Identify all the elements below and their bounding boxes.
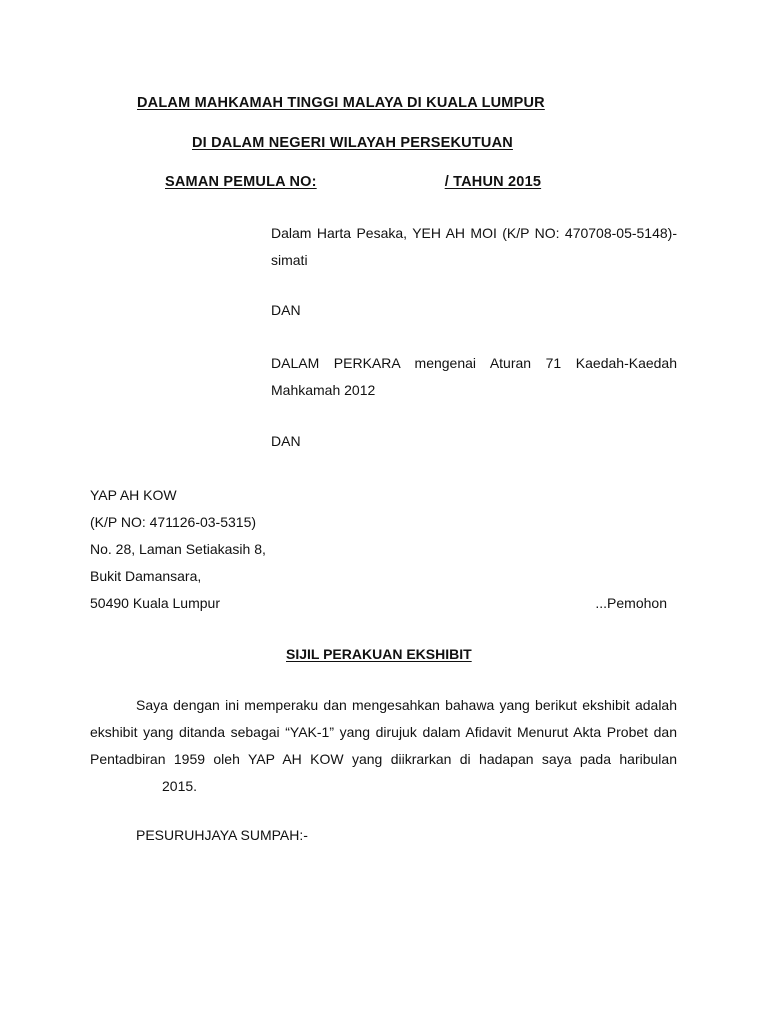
certificate-paragraph <box>90 692 677 800</box>
court-heading: DALAM MAHKAMAH TINGGI MALAYA DI KUALA LUMPUR <box>137 95 545 111</box>
and-connector-2: DAN <box>271 433 301 449</box>
summons-suffix: / TAHUN 2015 <box>444 174 542 190</box>
state-heading: DI DALAM NEGERI WILAYAH PERSEKUTUAN <box>192 135 513 151</box>
summons-prefix: SAMAN PEMULA NO: <box>165 174 317 190</box>
certificate-body-part-1: Saya dengan ini memperaku dan mengesahkan bahawa yang berikut ekshibit adalah ekshibit yang ditanda sebagai “YAK-1” yang dirujuk dalam Afidavit Menurut Akta Probet dan Pentadbiran 1959 oleh YAP AH KOW yang diikrarkan di hadapan saya pada haribulan <box>90 697 677 767</box>
applicant-block <box>90 482 690 617</box>
applicant-name: YAP AH KOW <box>90 487 177 503</box>
estate-matter: Dalam Harta Pesaka, YEH AH MOI (K/P NO: 470708-05-5148)- simati <box>271 225 677 268</box>
commissioner-signature-label: PESURUHJAYA SUMPAH:- <box>136 827 308 843</box>
applicant-address-line-2: Bukit Damansara, <box>90 568 202 584</box>
applicant-address-line-3: 50490 Kuala Lumpur <box>90 595 220 611</box>
summons-heading <box>165 174 541 190</box>
applicant-address-line-1: No. 28, Laman Setiakasih 8, <box>90 541 266 557</box>
and-connector-1: DAN <box>271 302 301 318</box>
applicant-ic: (K/P NO: 471126-03-5315) <box>90 514 257 530</box>
certificate-title: SIJIL PERAKUAN EKSHIBIT <box>286 646 472 662</box>
applicant-last-row <box>90 590 667 617</box>
rule-matter: DALAM PERKARA mengenai Aturan 71 Kaedah-Kaedah Mahkamah 2012 <box>271 355 677 398</box>
certificate-body-part-2: 2015. <box>162 778 198 794</box>
applicant-role: ...Pemohon <box>595 595 667 611</box>
